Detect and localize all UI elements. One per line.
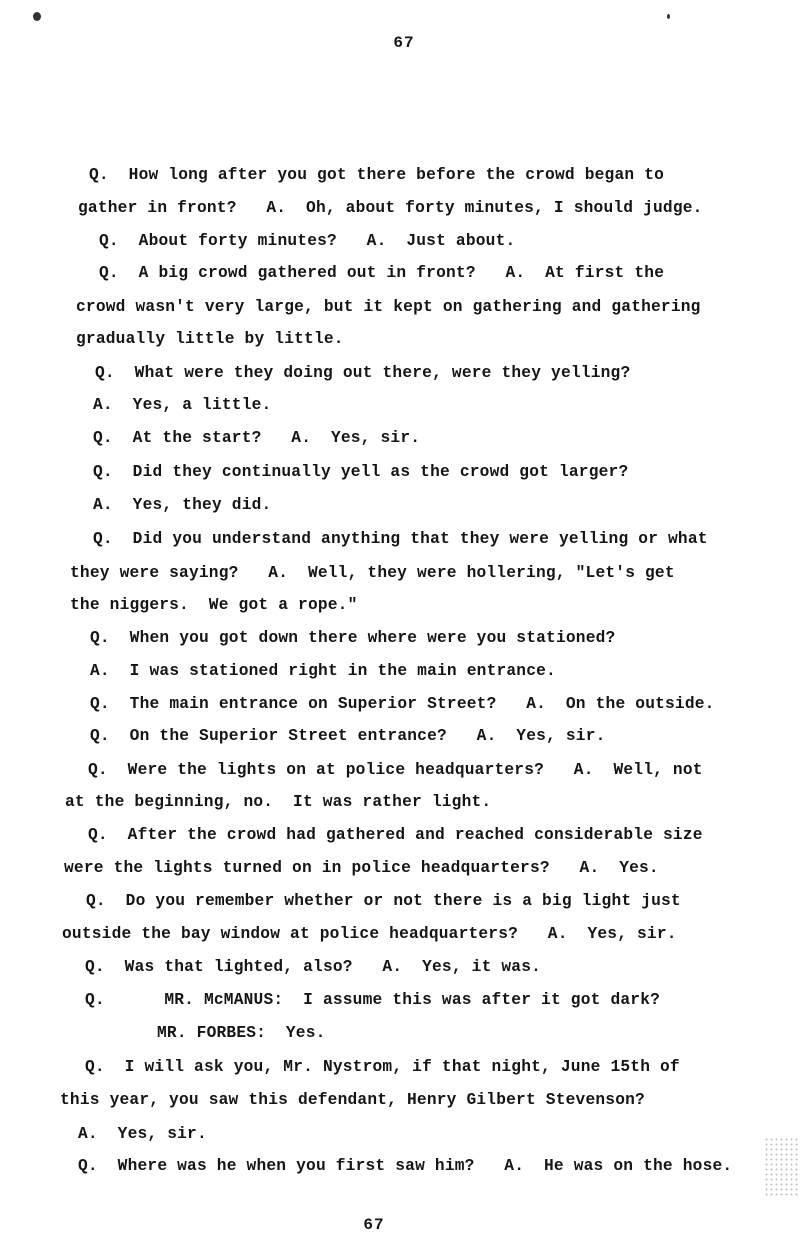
- page-number-top: 67: [393, 34, 415, 52]
- transcript-line: Q. Where was he when you first saw him? A. He was on the hose.: [78, 1157, 733, 1175]
- transcript-line: gradually little by little.: [76, 330, 344, 348]
- transcript-line: Q. Was that lighted, also? A. Yes, it was.: [85, 958, 542, 976]
- transcript-line: this year, you saw this defendant, Henry Gilbert Stevenson?: [60, 1091, 645, 1109]
- transcript-line: A. Yes, sir.: [78, 1125, 207, 1143]
- transcript-line: Q. Did they continually yell as the crowd got larger?: [93, 463, 629, 481]
- transcript-line: A. I was stationed right in the main entrance.: [90, 662, 556, 680]
- transcript-line: Q. On the Superior Street entrance? A. Yes, sir.: [90, 727, 606, 745]
- transcript-line: outside the bay window at police headquarters? A. Yes, sir.: [62, 925, 677, 943]
- transcript-line: Q. The main entrance on Superior Street? A. On the outside.: [90, 695, 715, 713]
- transcript-line: Q. MR. McMANUS: I assume this was after it got dark?: [85, 991, 661, 1009]
- transcript-line: A. Yes, a little.: [93, 396, 272, 414]
- transcript-line: they were saying? A. Well, they were hollering, "Let's get: [70, 564, 675, 582]
- transcript-line: Q. I will ask you, Mr. Nystrom, if that night, June 15th of: [85, 1058, 680, 1076]
- ink-speck: [667, 14, 670, 19]
- transcript-line: the niggers. We got a rope.": [70, 596, 358, 614]
- transcript-line: Q. What were they doing out there, were they yelling?: [95, 364, 631, 382]
- transcript-line: Q. About forty minutes? A. Just about.: [99, 232, 516, 250]
- transcript-line: crowd wasn't very large, but it kept on gathering and gathering: [76, 298, 701, 316]
- transcript-line: Q. Did you understand anything that they were yelling or what: [93, 530, 708, 548]
- ink-speck: [33, 12, 41, 21]
- page-number-bottom: 67: [363, 1216, 385, 1234]
- transcript-line: gather in front? A. Oh, about forty minutes, I should judge.: [78, 199, 703, 217]
- transcript-line: Q. Were the lights on at police headquarters? A. Well, not: [88, 761, 703, 779]
- transcript-line: A. Yes, they did.: [93, 496, 272, 514]
- transcript-line: were the lights turned on in police headquarters? A. Yes.: [64, 859, 659, 877]
- transcript-line: Q. After the crowd had gathered and reached considerable size: [88, 826, 703, 844]
- transcript-line: Q. How long after you got there before the crowd began to: [89, 166, 665, 184]
- transcript-line: Q. Do you remember whether or not there is a big light just: [86, 892, 681, 910]
- transcript-line: MR. FORBES: Yes.: [157, 1024, 326, 1042]
- transcript-line: Q. A big crowd gathered out in front? A. At first the: [99, 264, 665, 282]
- transcript-line: at the beginning, no. It was rather light.: [65, 793, 492, 811]
- transcript-line: Q. At the start? A. Yes, sir.: [93, 429, 421, 447]
- scan-noise: [764, 1137, 800, 1197]
- transcript-line: Q. When you got down there where were you stationed?: [90, 629, 616, 647]
